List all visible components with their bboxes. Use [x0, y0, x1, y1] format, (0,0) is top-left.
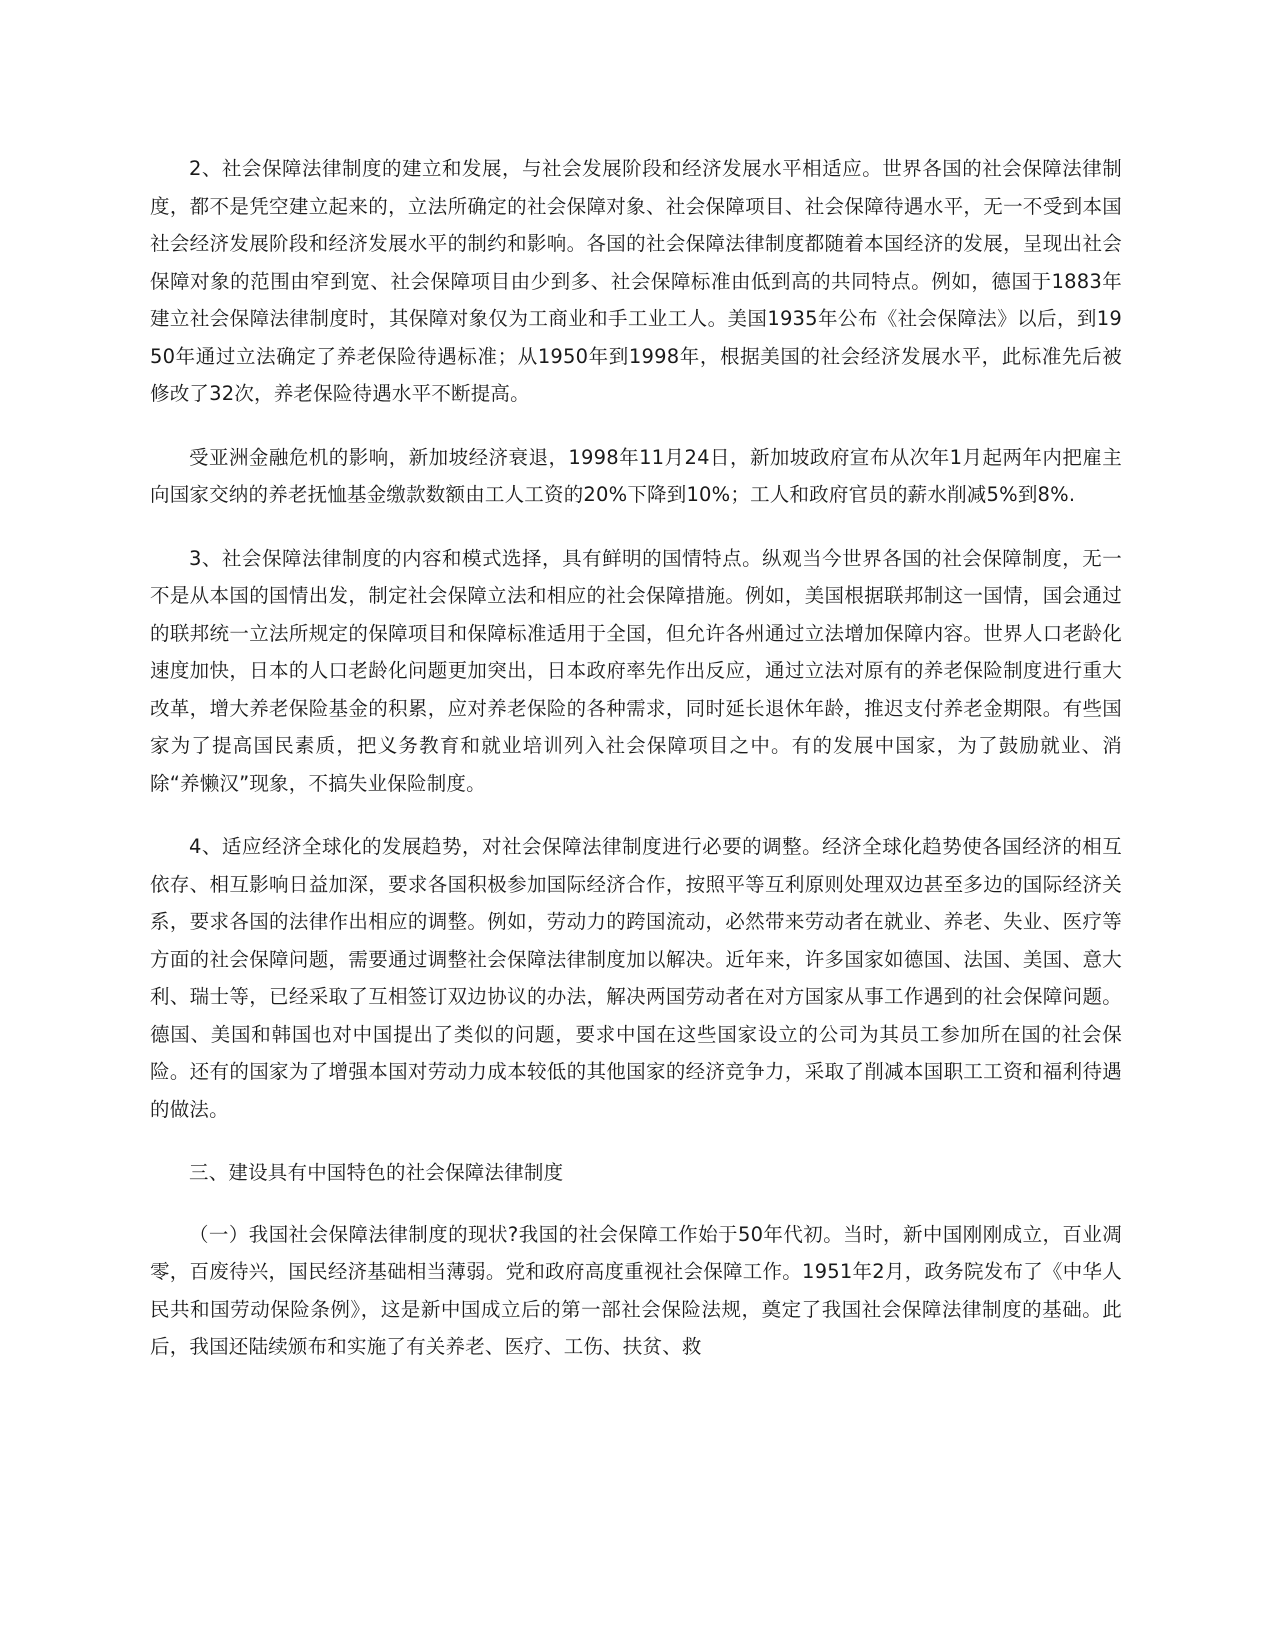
- paragraph-national-characteristics: 3、社会保障法律制度的内容和模式选择，具有鲜明的国情特点。纵观当今世界各国的社会保障制度，无一不是从本国的国情出发，制定社会保障立法和相应的社会保障措施。例如，美国根据联邦制这一国情，国会通过的联邦统一立法所规定的保障项目和保障标准适用于全国，但允许各州通过立法增加保障内容。世界人口老龄化速度加快，日本的人口老龄化问题更加突出，日本政府率先作出反应，通过立法对原有的养老保险制度进行重大改革，增大养老保险基金的积累，应对养老保险的各种需求，同时延长退休年龄，推迟支付养老金期限。有些国家为了提高国民素质，把义务教育和就业培训列入社会保障项目之中。有的发展中国家，为了鼓励就业、消除“养懒汉”现象，不搞失业保险制度。: [150, 546, 1122, 795]
- paragraph-current-status: （一）我国社会保障法律制度的现状?我国的社会保障工作始于50年代初。当时，新中国刚刚成立，百业凋零，百废待兴，国民经济基础相当薄弱。党和政府高度重视社会保障工作。1951年2月，政务院发布了《中华人民共和国劳动保险条例》，这是新中国成立后的第一部社会保险法规，奠定了我国社会保障法律制度的基础。此后，我国还陆续颁布和实施了有关养老、医疗、工伤、扶贫、救: [150, 1222, 1122, 1358]
- paragraph-social-security-development: 2、社会保障法律制度的建立和发展，与社会发展阶段和经济发展水平相适应。世界各国的社会保障法律制度，都不是凭空建立起来的，立法所确定的社会保障对象、社会保障项目、社会保障待遇水平，无一不受到本国社会经济发展阶段和经济发展水平的制约和影响。各国的社会保障法律制度都随着本国经济的发展，呈现出社会保障对象的范围由窄到宽、社会保障项目由少到多、社会保障标准由低到高的共同特点。例如，德国于1883年建立社会保障法律制度时，其保障对象仅为工商业和手工业工人。美国1935年公布《社会保障法》以后，到1950年通过立法确定了养老保险待遇标准；从1950年到1998年，根据美国的社会经济发展水平，此标准先后被修改了32次，养老保险待遇水平不断提高。: [150, 157, 1122, 405]
- section-heading-chinese-characteristics: 三、建设具有中国特色的社会保障法律制度: [189, 1161, 564, 1184]
- paragraph-economic-globalization: 4、适应经济全球化的发展趋势，对社会保障法律制度进行必要的调整。经济全球化趋势使各国经济的相互依存、相互影响日益加深，要求各国积极参加国际经济合作，按照平等互利原则处理双边甚至多边的国际经济关系，要求各国的法律作出相应的调整。例如，劳动力的跨国流动，必然带来劳动者在就业、养老、失业、医疗等方面的社会保障问题，需要通过调整社会保障法律制度加以解决。近年来，许多国家如德国、法国、美国、意大利、瑞士等，已经采取了互相签订双边协议的办法，解决两国劳动者在对方国家从事工作遇到的社会保障问题。德国、美国和韩国也对中国提出了类似的问题，要求中国在这些国家设立的公司为其员工参加所在国的社会保险。还有的国家为了增强本国对劳动力成本较低的其他国家的经济竞争力，采取了削减本国职工工资和福利待遇的做法。: [150, 835, 1122, 1121]
- paragraph-singapore-financial-crisis: 受亚洲金融危机的影响，新加坡经济衰退，1998年11月24日，新加坡政府宣布从次年1月起两年内把雇主向国家交纳的养老抚恤基金缴款数额由工人工资的20%下降到10%；工人和政府官员的薪水削减5%到8%.: [150, 445, 1122, 506]
- document-body: [150, 150, 1122, 1392]
